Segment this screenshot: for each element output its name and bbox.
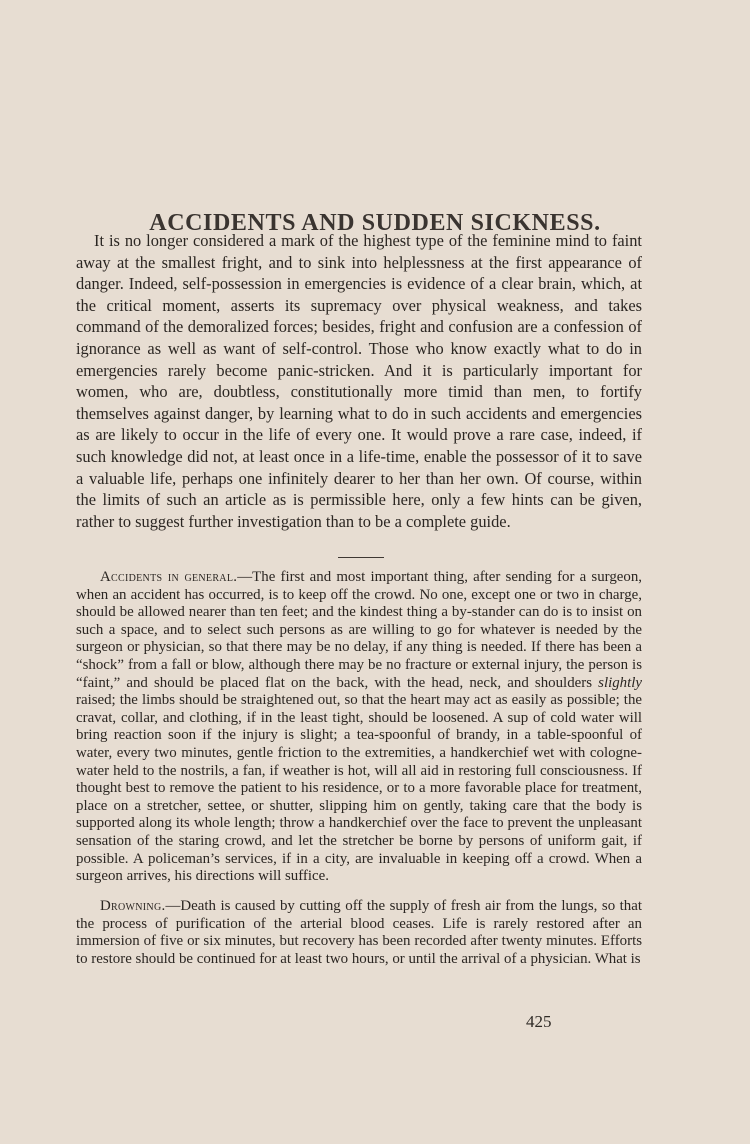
section-heading-accidents-in-general: Accidents in general.	[100, 569, 238, 585]
intro-paragraph: It is no longer considered a mark of the highest type of the feminine mind to faint away at the smallest fright, and to sink into helplessness at the first appearance of danger. Indeed, self-possession in emergencies is evidence of a clear brain, which, at the critical moment, asserts its supremacy over physical weakness, and takes command of the demoralized forces; besides, fright and confusion are a confession of ignorance as well as want of self-control. Those who know exactly what to do in emergencies rarely become panic-stricken. And it is particularly important for women, who are, doubtless, constitutionally more timid than men, to fortify themselves against danger, by learning what to do in such accidents and emergencies as are likely to occur in the life of every one. It would prove a rare case, indeed, if such knowledge did not, at least once in a life-time, enable the possessor of it to save a valuable life, perhaps one infinitely dearer to her than her own. Of course, within the limits of such an article as is permissible here, only a few hints can be given, rather to suggest further investigation than to be a complete guide.	[76, 231, 642, 531]
section-text-part-2: raised; the limbs should be straightened out, so that the heart may act as easily as possible; the cravat, collar, and clothing, if in the least tight, should be loosened. A sup of cold water will bring reaction soon if the injury is slight; a tea-spoonful of brandy, in a table-spoonful of water, every two minutes, gentle friction to the extremities, a handkerchief wet with cologne-water held to the nostrils, a fan, if weather is hot, will all aid in restoring full consciousness. If thought best to remove the patient to his residence, or to a more favorable place for treatment, place on a stretcher, settee, or shutter, slipping him on gently, taking care that the body is supported along its whole length; throw a handkerchief over the face to prevent the unpleasant sensation of the staring crowd, and let the stretcher be borne by persons of uniform gait, if possible. A policeman’s services, if in a city, are invaluable in keeping off a crowd. When a surgeon arrives, his directions will suffice.	[76, 692, 642, 885]
section-heading-drowning: Drowning.	[100, 898, 166, 914]
section-accidents-in-general	[76, 569, 642, 886]
section-drowning	[76, 898, 642, 968]
section-divider	[338, 557, 384, 558]
section-drowning-text: —Death is caused by cutting off the supply of fresh air from the lungs, so that the process of purification of the arterial blood ceases. Life is rarely restored after an immersion of five or six minutes, but recovery has been recorded after twenty minutes. Efforts to restore should be continued for at least two hours, or until the arrival of a physician. What is	[76, 898, 642, 967]
chapter-title: ACCIDENTS AND SUDDEN SICKNESS.	[149, 210, 601, 237]
page-number: 425	[526, 1012, 552, 1031]
italic-emphasis: slightly	[598, 674, 642, 691]
section-text-part-1: —The first and most important thing, after sending for a surgeon, when an accident has occurred, is to keep off the crowd. No one, except one or two in charge, should be allowed nearer than ten feet; and the kindest thing a by-stander can do is to insist on such a space, and to select such persons as are willing to go for whatever is needed by the surgeon or physician, so that there may be no delay, if any thing is needed. If there has been a “shock” from a fall or blow, although there may be no fracture or external injury, the person is “faint,” and should be placed flat on the back, with the head, neck, and shoulders	[76, 569, 643, 691]
